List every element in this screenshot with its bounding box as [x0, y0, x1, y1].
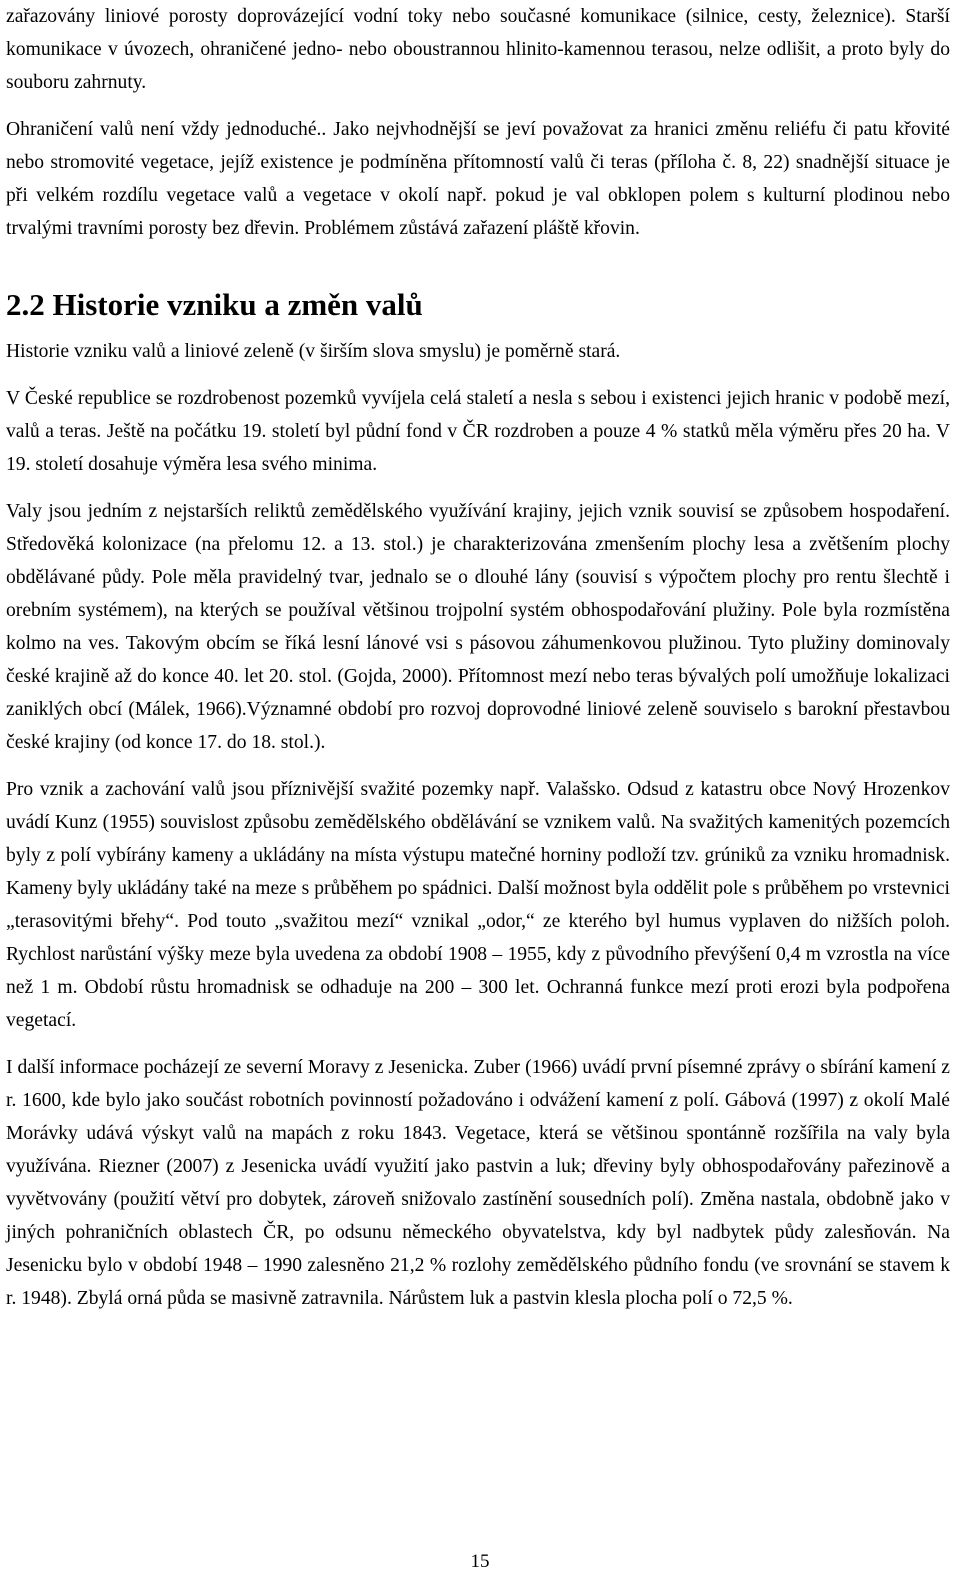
paragraph-oldest-relics: Valy jsou jedním z nejstarších reliktů zemědělského využívání krajiny, jejich vznik souvisí se způsobem hospodaření. Středověká kolonizace (na přelomu 12. a 13. stol.) je charakterizována zmenšením plochy lesa a zvětšením plochy obdělávané půdy. Pole měla pravidelný tvar, jednalo se o dlouhé lány (souvisí s výpočtem plochy pro rentu šlechtě i orebním systémem), na kterých se používal většinou trojpolní systém obhospodařování plužiny. Pole byla rozmístěna kolmo na ves. Takovým obcím se říká lesní lánové vsi s pásovou záhumenkovou plužinou. Tyto plužiny dominovaly české krajině až do konce 40. let 20. stol. (Gojda, 2000). Přítomnost mezí nebo teras bývalých polí umožňuje lokalizaci zaniklých obcí (Málek, 1966).Významné období pro rozvoj doprovodné liniové zeleně souviselo s barokní přestavbou české krajiny (od konce 17. do 18. stol.). — [6, 501, 950, 753]
paragraph-continuation: zařazovány liniové porosty doprovázející vodní toky nebo současné komunikace (silnice, cesty, železnice). Starší komunikace v úvozech, ohraničené jedno- nebo oboustrannou hlinito-kamennou terasou, nelze odlišit, a proto byly do souboru zahrnuty. — [6, 6, 950, 93]
section-heading: 2.2 Historie vzniku a změn valů — [6, 287, 423, 322]
document-page — [6, 0, 950, 1315]
paragraph-land-fragmentation: V České republice se rozdrobenost pozemků vyvíjela celá staletí a nesla s sebou i existenci jejich hranic v podobě mezí, valů a teras. Ještě na počátku 19. století byl půdní fond v ČR rozdroben a pouze 4 % statků měla výměru přes 20 ha. V 19. století dosahuje výměra lesa svého minima. — [6, 388, 950, 475]
paragraph-history-intro: Historie vzniku valů a liniové zeleně (v širším slova smyslu) je poměrně stará. — [6, 341, 621, 362]
paragraph-sloped-land: Pro vznik a zachování valů jsou příznivější svažité pozemky např. Valašsko. Odsud z katastru obce Nový Hrozenkov uvádí Kunz (1955) souvislost způsobu zemědělského obdělávání se vznikem valů. Na svažitých kamenitých pozemcích byly z polí vybírány kameny a ukládány na místa výstupu matečné horniny podloží tzv. grúniků za vzniku hromadnisk. Kameny byly ukládány také na meze s průběhem po spádnici. Další možnost byla oddělit pole s průběhem po vrstevnici „terasovitými břehy“. Pod touto „svažitou mezí“ vznikal „odor,“ ze kterého byl humus vyplaven do nižších poloh. Rychlost narůstání výšky meze byla uvedena za období 1908 – 1955, kdy z původního převýšení 0,4 m vzrostla na více než 1 m. Období růstu hromadnisk se odhaduje na 200 – 300 let. Ochranná funkce mezí proti erozi byla podpořena vegetací. — [6, 779, 950, 1031]
paragraph-boundaries: Ohraničení valů není vždy jednoduché.. Jako nejvhodnější se jeví považovat za hranici změnu reliéfu či patu křovité nebo stromovité vegetace, jejíž existence je podmíněna přítomností valů či teras (příloha č. 8, 22) snadnější situace je při velkém rozdílu vegetace valů a vegetace v okolí např. pokud je val obklopen polem s kulturní plodinou nebo trvalými travními porosty bez dřevin. Problémem zůstává zařazení pláště křovin. — [6, 119, 950, 239]
paragraph-north-moravia: I další informace pocházejí ze severní Moravy z Jesenicka. Zuber (1966) uvádí první písemné zprávy o sbírání kamení z r. 1600, kde bylo jako součást robotních povinností požadováno i odvážení kamení z polí. Gábová (1997) z okolí Malé Morávky udává výskyt valů na mapách z roku 1843. Vegetace, která se většinou spontánně rozšířila na valy byla využívána. Riezner (2007) z Jesenicka uvádí využití jako pastvin a luk; dřeviny byly obhospodařovány pařezinově a vyvětvovány (použití větví pro dobytek, zároveň snižovalo zastínění sousedních polí). Změna nastala, obdobně jako v jiných pohraničních oblastech ČR, po odsunu německého obyvatelstva, kdy byl nadbytek půdy zalesňován. Na Jesenicku bylo v období 1948 – 1990 zalesněno 21,2 % rozlohy zemědělského půdního fondu (ve srovnání se stavem k r. 1948). Zbylá orná půda se masivně zatravnila. Nárůstem luk a pastvin klesla plocha polí o 72,5 %. — [6, 1057, 950, 1309]
page-number: 15 — [470, 1551, 490, 1572]
